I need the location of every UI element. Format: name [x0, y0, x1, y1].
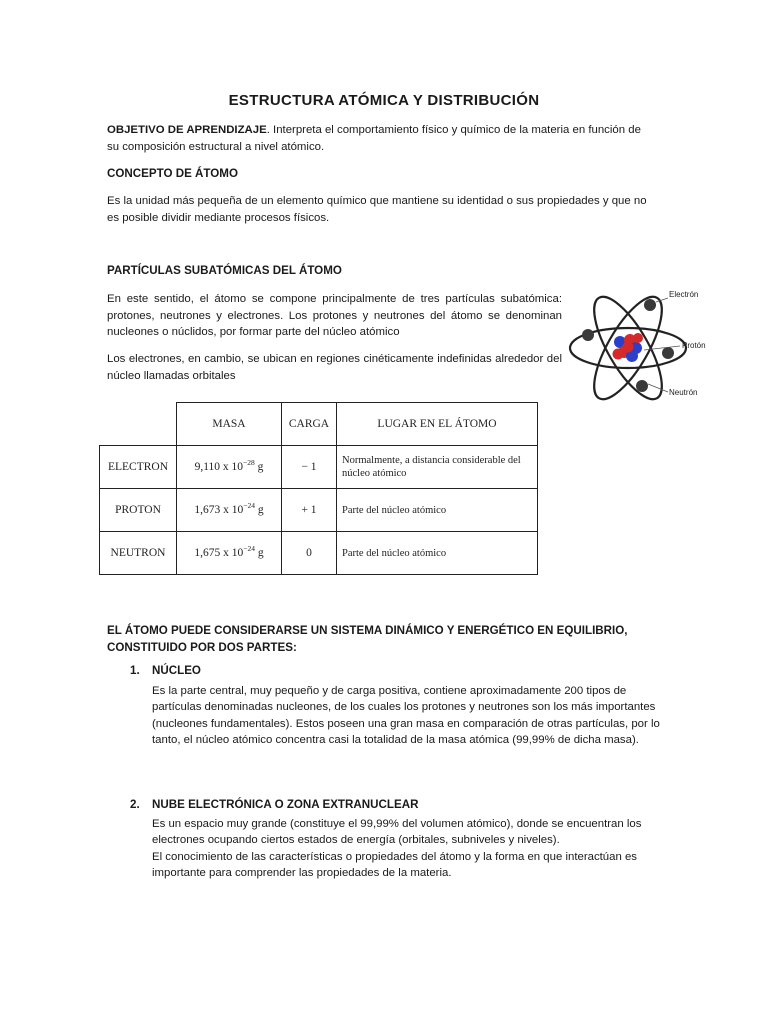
electron-mass: 9,110 x $10^{-28}$ g — [177, 446, 282, 489]
electron-sphere — [636, 380, 648, 392]
proton-sphere — [633, 333, 643, 343]
table-corner — [100, 403, 177, 446]
electron-cloud-title: NUBE ELECTRÓNICA O ZONA EXTRANUCLEAR — [152, 798, 419, 811]
proton-sphere — [623, 342, 634, 353]
particles-table — [99, 402, 538, 575]
list-number-2: 2. — [130, 798, 140, 811]
proton-place: Parte del núcleo atómico — [337, 489, 538, 532]
neutron-mass: 1,675 x $10^{-24}$ g — [177, 532, 282, 575]
concept-text: Es la unidad más pequeña de un elemento químico que mantiene su identidad o sus propiedades y que no es posible dividir mediante procesos físicos. — [107, 195, 647, 224]
atom-svg — [568, 280, 718, 420]
row-label-neutron: NEUTRON — [100, 532, 177, 575]
electron-label: Electrón — [669, 290, 699, 299]
neutron-label: Neutrón — [669, 388, 698, 397]
proton-label: Protón — [682, 341, 706, 350]
nucleus-title: NÚCLEO — [152, 664, 201, 677]
table-header-row — [100, 403, 538, 446]
electron-place: Normalmente, a distancia considerable del núcleo atómico — [337, 446, 538, 489]
electron-sphere — [644, 299, 656, 311]
header-carga: CARGA — [282, 403, 337, 446]
objective-paragraph — [107, 122, 655, 155]
neutron-place: Parte del núcleo atómico — [337, 532, 538, 575]
electron-cloud-body-2: El conocimiento de las características o propiedades del átomo y la forma en que interactúan es importante para comprender las propiedades de la materia. — [152, 851, 638, 880]
electron-charge: − 1 — [282, 446, 337, 489]
row-label-proton: PROTON — [100, 489, 177, 532]
concept-heading: CONCEPTO DE ÁTOMO — [107, 167, 238, 180]
objective-label: OBJETIVO DE APRENDIZAJE — [107, 124, 267, 136]
header-masa: MASA — [177, 403, 282, 446]
neutron-charge: 0 — [282, 532, 337, 575]
table-row — [100, 489, 538, 532]
proton-charge: + 1 — [282, 489, 337, 532]
particles-heading: PARTÍCULAS SUBATÓMICAS DEL ÁTOMO — [107, 264, 342, 277]
electron-cloud-body: Es un espacio muy grande (constituye el 99,99% del volumen atómico), donde se encuentran los electrones ocupando ciertos estados de energía (orbitales, subniveles y niveles). — [152, 818, 642, 847]
nucleus-body: Es la parte central, muy pequeño y de carga positiva, contiene aproximadamente 200 tipos de partículas denominadas nucleones, de los cuales los protones y neutrones son los más importantes (nucleones fundamentales). Estos poseen una gran masa en comparación de otras partículas, por lo tanto, el núcleo atómico concentra casi la totalidad de la masa atómica (99,99% de dicha masa). — [152, 685, 660, 746]
electron-sphere — [662, 347, 674, 359]
table-row — [100, 446, 538, 489]
proton-mass: 1,673 x $10^{-24}$ g — [177, 489, 282, 532]
system-heading: EL ÁTOMO PUEDE CONSIDERARSE UN SISTEMA DINÁMICO Y ENERGÉTICO EN EQUILIBRIO, CONSTITUIDO POR DOS PARTES: — [107, 624, 628, 654]
nucleus — [613, 333, 644, 362]
list-number-1: 1. — [130, 664, 140, 677]
atom-diagram — [568, 280, 718, 420]
page-title: ESTRUCTURA ATÓMICA Y DISTRIBUCIÓN — [228, 92, 540, 109]
objective-text: . Interpreta el comportamiento físico y químico de la materia en función de su composición estructural a nivel atómico. — [107, 124, 641, 153]
particles-paragraph-1: En este sentido, el átomo se compone principalmente de tres partículas subatómica: protones, neutrones y electrones. Los protones y neutrones del átomo se denominan nucleones o núclidos, por formar parte del núcleo atómico — [107, 293, 562, 338]
table-row — [100, 532, 538, 575]
electron-sphere — [582, 329, 594, 341]
header-lugar: LUGAR EN EL ÁTOMO — [337, 403, 538, 446]
row-label-electron: ELECTRON — [100, 446, 177, 489]
particles-paragraph-2: Los electrones, en cambio, se ubican en regiones cinéticamente indefinidas alrededor del núcleo llamadas orbitales — [107, 353, 562, 382]
proton-sphere — [613, 349, 624, 360]
